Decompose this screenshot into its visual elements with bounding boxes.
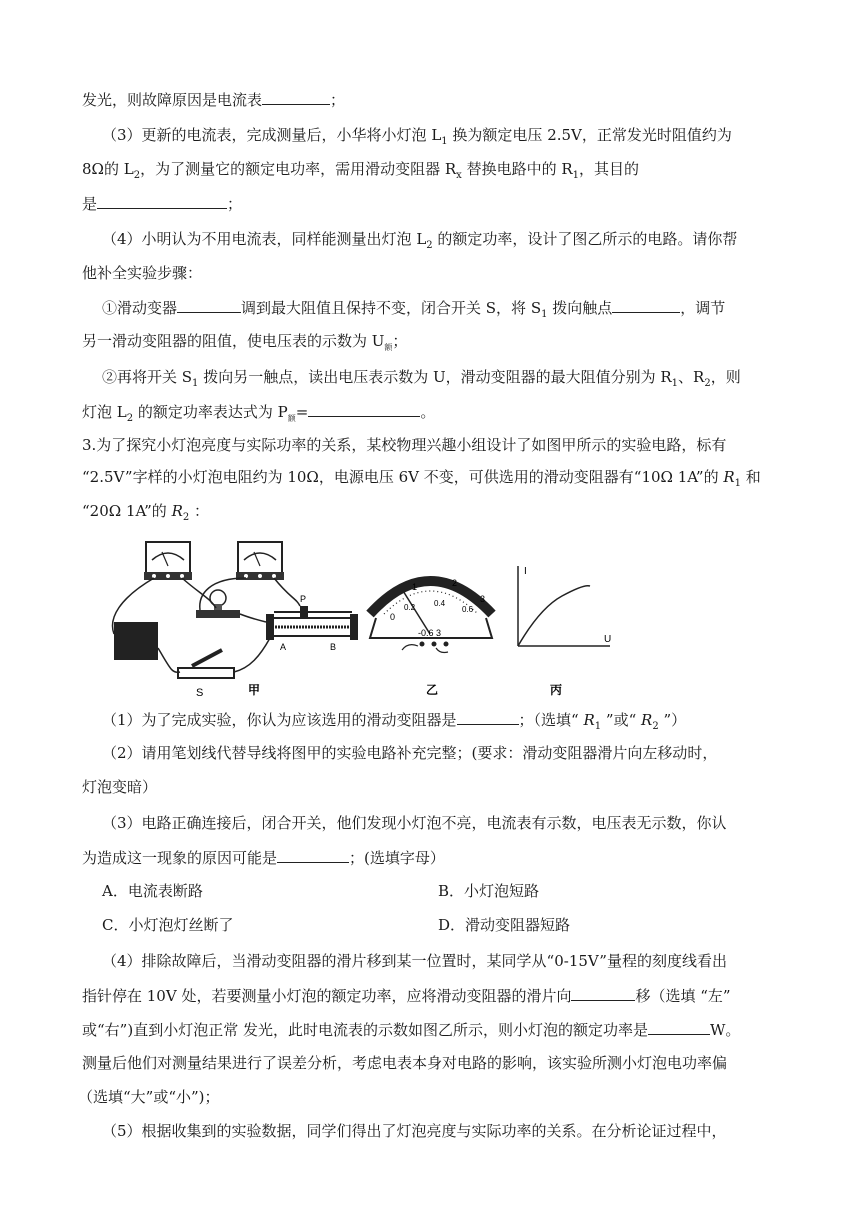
q2-step1-line-1 [102, 296, 802, 319]
rheostat-b-label: B [330, 642, 337, 652]
q2-part4-line-2: 他补全实验步骤： [82, 264, 203, 282]
text: 或“右”)直到小灯泡正常 发光，此时电流表的示数如图乙所示，则小灯泡的额定功率是 [82, 1021, 648, 1039]
subscript: 1 [572, 170, 580, 181]
text: 指针停在 10V 处，若要测量小灯泡的额定功率，应将滑动变阻器的滑片向 [82, 987, 572, 1005]
dial-scale-bottom-2: 0.6 [462, 605, 474, 614]
figure-label-yi: 乙 [426, 683, 439, 697]
subscript: 额 [384, 343, 393, 352]
subscript: 2 [126, 413, 134, 424]
dial-scale-bottom-1: 0.4 [434, 599, 446, 608]
text: ”或“ [601, 711, 642, 729]
q3-stem-line-2 [82, 466, 782, 488]
q2-part3-line-2 [82, 158, 782, 180]
rheostat-icon [266, 594, 358, 652]
q2-step1-line-2 [82, 330, 782, 352]
q3-stem-line-3 [82, 500, 782, 522]
option-a[interactable]: A．电流表断路 [102, 882, 203, 900]
text: ； [330, 91, 346, 109]
option-d[interactable]: D．滑动变阻器短路 [438, 916, 571, 934]
answer-blank[interactable] [262, 88, 330, 105]
ammeter-icon [236, 542, 284, 580]
rheostat-p-label: P [300, 594, 307, 604]
subscript: 2 [133, 170, 141, 181]
q3-item4-line-2 [82, 984, 782, 1007]
dial-scale-top-2: 2 [452, 578, 458, 588]
meter-dial-icon [370, 578, 492, 653]
text: 8Ω的 L [82, 160, 134, 178]
q3-item1 [102, 708, 802, 731]
q3-item3-line-2 [82, 846, 782, 869]
text: 灯泡 L [82, 403, 127, 421]
text: 发光，则故障原因是电流表 [82, 91, 263, 109]
text: ； [392, 332, 408, 350]
math-var: R [723, 468, 735, 486]
subscript: 2 [426, 240, 433, 251]
subscript: 1 [734, 478, 742, 489]
text: “2.5V”字样的小灯泡电阻约为 10Ω，电源电压 6V 不变，可供选用的滑动变阻器有“10Ω 1A”的 [82, 468, 724, 486]
dial-scale-top-0: 0 [390, 612, 396, 622]
q3-item5-line-1: （5）根据收集到的实验数据，同学们得出了灯泡亮度与实际功率的关系。在分析论证过程中， [102, 1122, 727, 1140]
dial-terminals: -0.6 3 [418, 628, 442, 638]
graph-x-label: U [604, 634, 612, 645]
text: 和 [741, 468, 761, 486]
text: ： [189, 502, 210, 520]
figure-label-jia: 甲 [248, 683, 261, 697]
dial-scale-top-1: 1 [412, 582, 418, 592]
text: = [295, 403, 309, 421]
option-b[interactable]: B．小灯泡短路 [438, 882, 540, 900]
text: ；（选填“ [518, 711, 584, 729]
q3-item3-line-1: （3）电路正确连接后，闭合开关，他们发现小灯泡不亮，电流表有示数，电压表无示数，你认 [102, 814, 727, 832]
option-c[interactable]: C．小灯泡灯丝断了 [102, 916, 234, 934]
dial-scale-top-3: 3 [480, 594, 486, 604]
iu-graph-icon [518, 566, 611, 646]
text: （1）为了完成实验，你认为应该选用的滑动变阻器是 [102, 711, 457, 729]
math-var: R [171, 502, 183, 520]
subscript: 2 [704, 378, 711, 389]
switch-label: S [196, 687, 204, 699]
text: （4）小明认为不用电流表，同样能测量出灯泡 L [102, 230, 427, 248]
text: ，调节 [680, 299, 726, 317]
q2-part4-line-1 [102, 228, 802, 250]
answer-blank[interactable] [177, 296, 241, 313]
rheostat-a-label: A [280, 642, 287, 652]
text: ，为了测量它的额定电功率，需用滑动变阻器 R [140, 160, 457, 178]
q2-step2-line-2 [82, 400, 782, 423]
subscript: 额 [287, 414, 296, 423]
text: ，则 [710, 368, 741, 386]
q2-part3-line-1 [102, 124, 802, 146]
math-var: R [641, 711, 653, 729]
voltmeter-icon [144, 542, 192, 580]
q3-item4-line-5: （选填“大”或“小”)； [78, 1088, 220, 1106]
subscript: 2 [182, 512, 190, 523]
experiment-figure [100, 538, 620, 702]
answer-blank[interactable] [308, 400, 420, 417]
subscript: 1 [441, 136, 448, 147]
graph-y-label: I [524, 566, 527, 577]
text: ，其目的 [579, 160, 640, 178]
q3-item4-line-4: 测量后他们对测量结果进行了误差分析，考虑电表本身对电路的影响，该实验所测小灯泡电功率偏 [82, 1054, 728, 1072]
answer-blank[interactable] [277, 846, 349, 863]
text: W。 [709, 1021, 741, 1039]
text: ①滑动变器 [102, 299, 178, 317]
math-var: R [583, 711, 595, 729]
text: 拨向另一触点，读出电压表示数为 U，滑动变阻器的最大阻值分别为 R [198, 368, 672, 386]
text: 移（选填 “左” [635, 987, 731, 1005]
answer-blank[interactable] [457, 708, 519, 725]
text: 的额定功率，设计了图乙所示的电路。请你帮 [432, 230, 738, 248]
subscript: 1 [594, 721, 602, 732]
text: 的额定功率表达式为 P [133, 403, 288, 421]
subscript: 1 [192, 378, 199, 389]
figure-label-bing: 丙 [550, 683, 563, 697]
answer-blank[interactable] [612, 296, 680, 313]
answer-blank[interactable] [97, 192, 227, 209]
answer-blank[interactable] [571, 984, 635, 1001]
q2-line-1 [82, 88, 782, 111]
text: 另一滑动变阻器的阻值，使电压表的示数为 U [82, 332, 385, 350]
text: （3）更新的电流表，完成测量后，小华将小灯泡 L [102, 126, 442, 144]
text: ”） [658, 711, 687, 729]
subscript: 1 [671, 378, 679, 389]
text: 、R [678, 368, 705, 386]
subscript: 2 [652, 721, 659, 732]
text: 替换电路中的 R [461, 160, 573, 178]
text: 调到最大阻值且保持不变，闭合开关 S，将 S [241, 299, 542, 317]
switch-icon [178, 650, 234, 699]
subscript: x [456, 170, 462, 181]
subscript: 1 [541, 309, 548, 320]
battery-icon [114, 622, 158, 660]
q3-item2-line-2: 灯泡变暗） [82, 778, 158, 796]
q3-stem-line-1: 3.为了探究小灯泡亮度与实际功率的关系，某校物理兴趣小组设计了如图甲所示的实验电路，标有 [82, 436, 727, 454]
text: “20Ω 1A”的 [82, 502, 172, 520]
dial-scale-bottom-0: 0.2 [404, 603, 416, 612]
q3-item4-line-1: （4）排除故障后，当滑动变阻器的滑片移到某一位置时，某同学从“0-15V”量程的刻度线看出 [102, 952, 727, 970]
q3-item4-line-3 [82, 1018, 782, 1041]
q2-part3-line-3 [82, 192, 782, 215]
text: 拨向触点 [547, 299, 613, 317]
text: 。 [420, 403, 436, 421]
answer-blank[interactable] [648, 1018, 710, 1035]
text: ；(选填字母） [349, 849, 445, 867]
text: 为造成这一现象的原因可能是 [82, 849, 278, 867]
q2-step2-line-1 [102, 366, 802, 388]
text: ； [227, 195, 243, 213]
text: 是 [82, 195, 98, 213]
text: ②再将开关 S [102, 368, 193, 386]
text: 换为额定电压 2.5V，正常发光时阻值约为 [447, 126, 732, 144]
q3-item2-line-1: （2）请用笔划线代替导线将图甲的实验电路补充完整；(要求：滑动变阻器滑片向左移动时， [102, 744, 718, 762]
